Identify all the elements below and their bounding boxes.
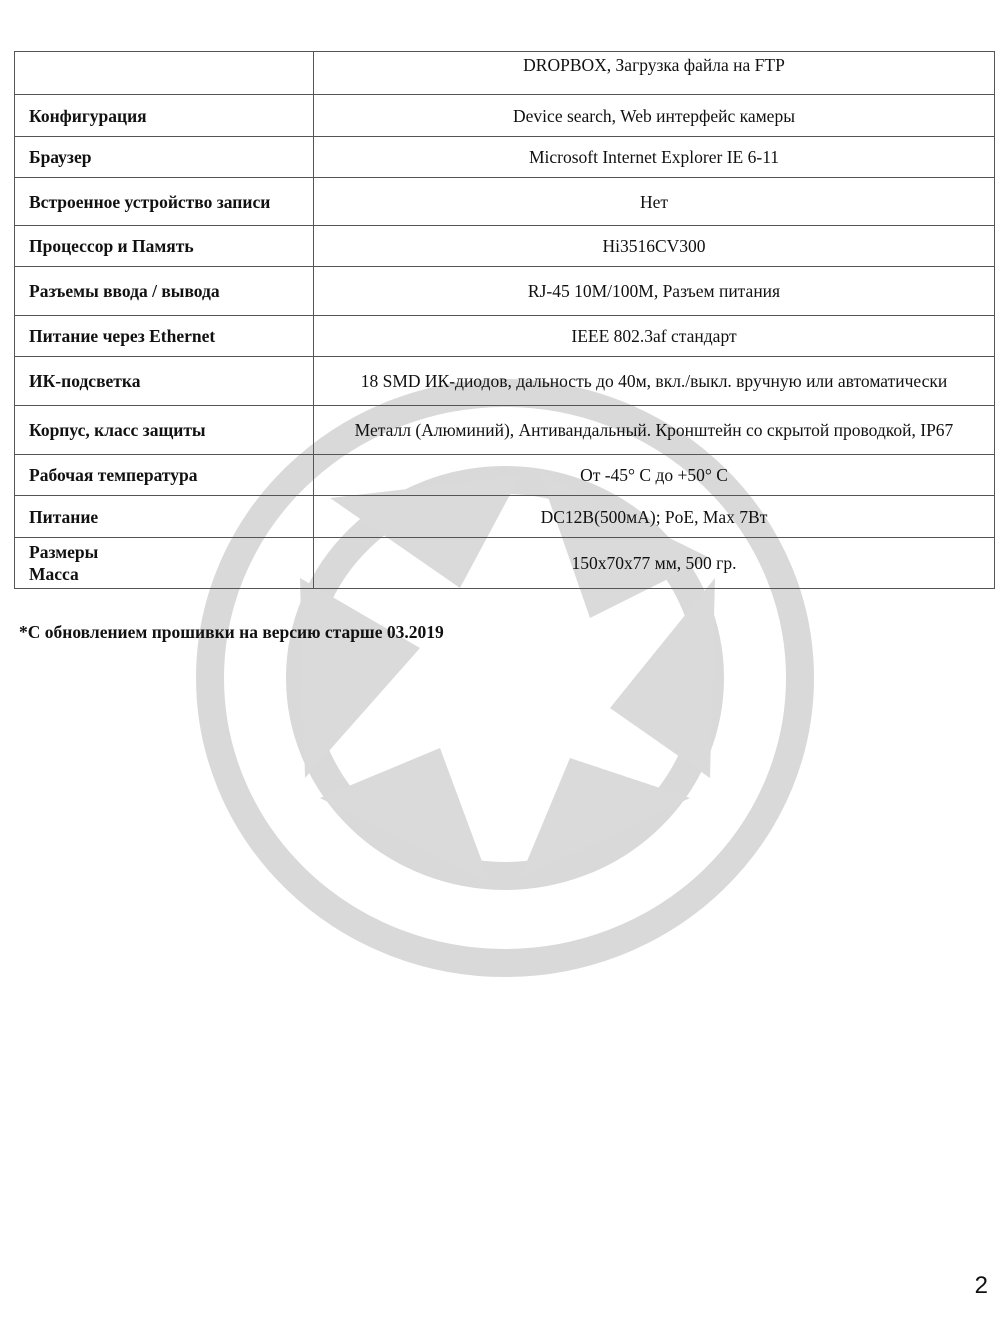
row-label: Корпус, класс защиты: [15, 406, 314, 455]
row-value: IEEE 802.3af стандарт: [314, 316, 995, 357]
row-value: Device search, Web интерфейс камеры: [314, 95, 995, 137]
row-value: DC12В(500мА); PoE, Max 7Вт: [314, 496, 995, 538]
table-row: [15, 316, 995, 357]
page-number: 2: [974, 1272, 988, 1299]
row-label: Питание: [15, 496, 314, 538]
row-value: RJ-45 10M/100M, Разъем питания: [314, 267, 995, 316]
table-row: [15, 406, 995, 455]
table-row: [15, 178, 995, 226]
row-value: 18 SMD ИК-диодов, дальность до 40м, вкл./выкл. вручную или автоматически: [314, 357, 995, 406]
row-label: Разъемы ввода / вывода: [15, 267, 314, 316]
table-row: [15, 496, 995, 538]
row-label: Браузер: [15, 137, 314, 178]
spec-table: [14, 51, 995, 589]
table-row: [15, 52, 995, 95]
row-label: [15, 52, 314, 95]
table-row: [15, 95, 995, 137]
row-label: Питание через Ethernet: [15, 316, 314, 357]
row-value: Металл (Алюминий), Антивандальный. Кронштейн со скрытой проводкой, IP67: [314, 406, 995, 455]
footnote: *С обновлением прошивки на версию старше 03.2019: [19, 622, 444, 642]
table-row: [15, 455, 995, 496]
table-row: [15, 137, 995, 178]
row-value: Microsoft Internet Explorer IE 6-11: [314, 137, 995, 178]
row-label: Конфигурация: [15, 95, 314, 137]
row-label: ИК-подсветка: [15, 357, 314, 406]
row-label: Размеры Масса: [15, 538, 314, 589]
table-row: [15, 538, 995, 589]
row-label: Процессор и Память: [15, 226, 314, 267]
row-label: Встроенное устройство записи: [15, 178, 314, 226]
row-value: Нет: [314, 178, 995, 226]
table-row: [15, 357, 995, 406]
row-value: Hi3516CV300: [314, 226, 995, 267]
row-label: Рабочая температура: [15, 455, 314, 496]
row-value: DROPBOX, Загрузка файла на FTP: [314, 52, 995, 95]
row-value: 150x70x77 мм, 500 гр.: [314, 538, 995, 589]
row-value: От -45° С до +50° С: [314, 455, 995, 496]
table-row: [15, 226, 995, 267]
table-row: [15, 267, 995, 316]
